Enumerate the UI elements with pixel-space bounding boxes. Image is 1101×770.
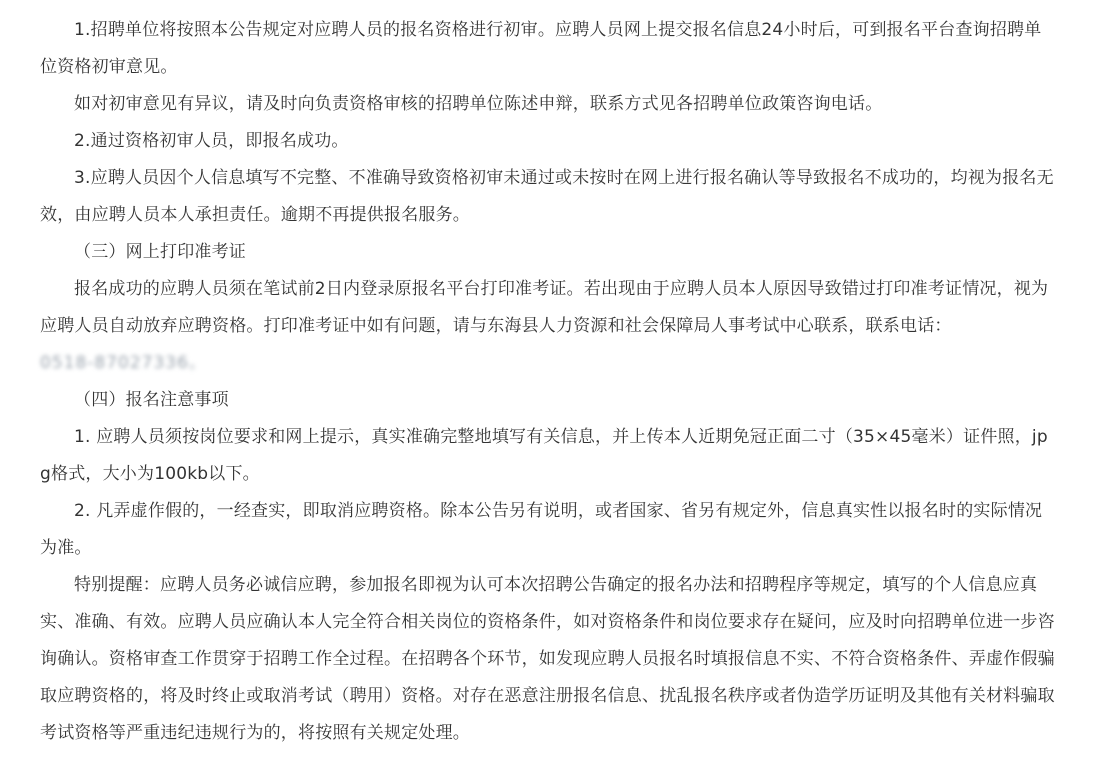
- paragraph-special-reminder: 特别提醒：应聘人员务必诚信应聘，参加报名即视为认可本次招聘公告确定的报名办法和招聘程序等规定，填写的个人信息应真实、准确、有效。应聘人员应确认本人完全符合相关岗位的资格条件，如对资格条件和岗位要求存在疑问，应及时向招聘单位进一步咨询确认。资格审查工作贯穿于招聘工作全过程。在招聘各个环节，如发现应聘人员报名时填报信息不实、不符合资格条件、弄虚作假骗取应聘资格的，将及时终止或取消考试（聘用）资格。对存在恶意注册报名信息、扰乱报名秩序或者伪造学历证明及其他有关材料骗取考试资格等严重违纪违规行为的，将按照有关规定处理。: [40, 575, 1055, 743]
- paragraph-registration-invalid: 3.应聘人员因个人信息填写不完整、不准确导致资格初审未通过或未按时在网上进行报名确认等导致报名不成功的，均视为报名无效，由应聘人员本人承担责任。逾期不再提供报名服务。: [40, 168, 1054, 225]
- section-heading-admission-ticket: （三）网上打印准考证: [74, 242, 246, 262]
- paragraph-initial-review: 1.招聘单位将按照本公告规定对应聘人员的报名资格进行初审。应聘人员网上提交报名信息24小时后，可到报名平台查询招聘单位资格初审意见。: [40, 20, 1042, 77]
- paragraph-admission-ticket: [40, 271, 1056, 382]
- paragraph-note-photo: 1. 应聘人员须按岗位要求和网上提示，真实准确完整地填写有关信息，并上传本人近期免冠正面二寸（35×45毫米）证件照，jpg格式，大小为100kb以下。: [40, 427, 1048, 484]
- blurred-phone-number: 0518-87027336。: [40, 353, 207, 373]
- paragraph-note-fraud: 2. 凡弄虚作假的，一经查实，即取消应聘资格。除本公告另有说明，或者国家、省另有规定外，信息真实性以报名时的实际情况为准。: [40, 501, 1043, 558]
- paragraph-registration-success: 2.通过资格初审人员，即报名成功。: [74, 131, 349, 151]
- section-heading-notes: （四）报名注意事项: [74, 390, 229, 410]
- paragraph-objection: 如对初审意见有异议，请及时向负责资格审核的招聘单位陈述申辩，联系方式见各招聘单位政策咨询电话。: [74, 94, 883, 114]
- article-body: [40, 12, 1056, 752]
- admission-ticket-text: 报名成功的应聘人员须在笔试前2日内登录原报名平台打印准考证。若出现由于应聘人员本人原因导致错过打印准考证情况，视为应聘人员自动放弃应聘资格。打印准考证中如有问题，请与东海县人力资源和社会保障局人事考试中心联系，联系电话：: [40, 279, 1049, 336]
